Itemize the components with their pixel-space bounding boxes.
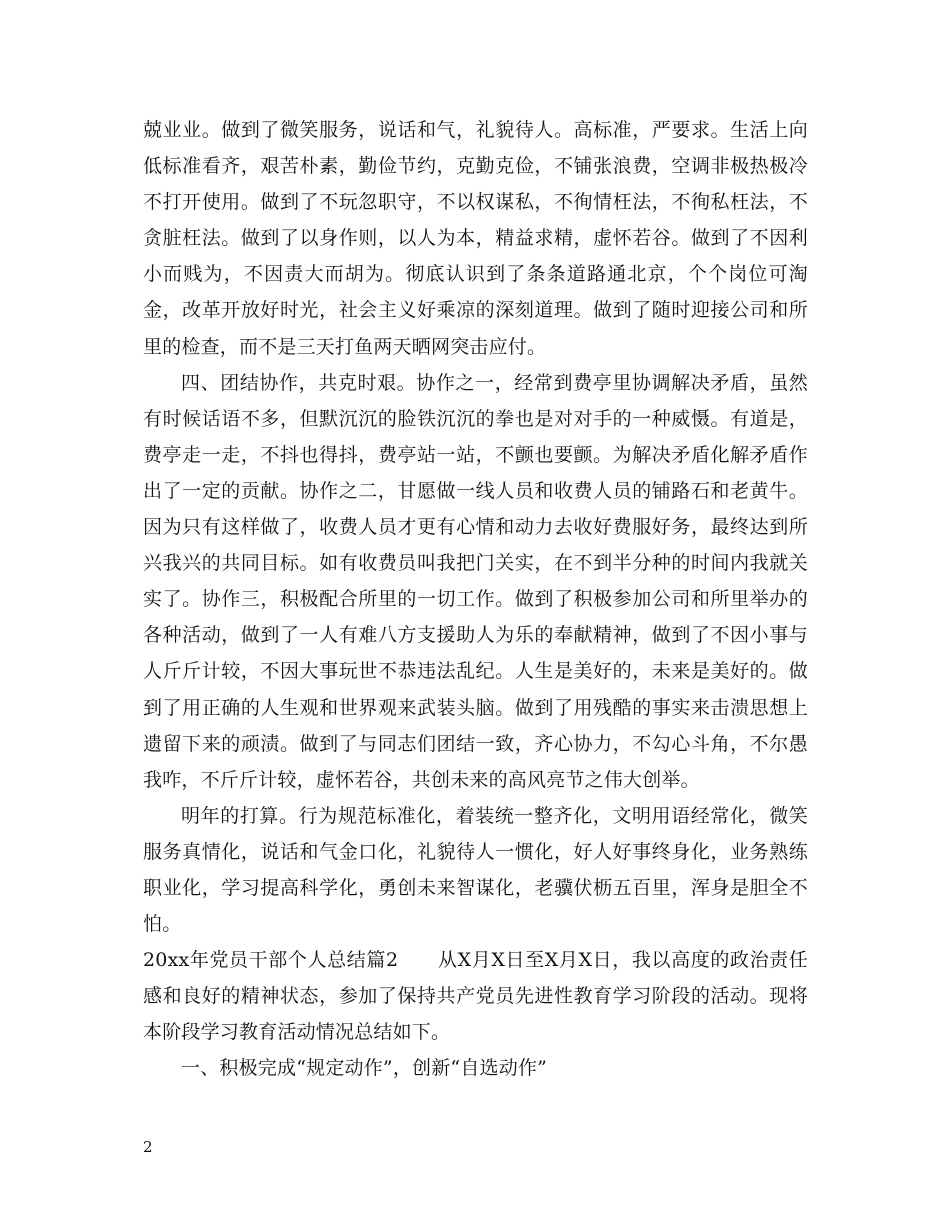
paragraph-continuation: 兢业业。做到了微笑服务，说话和气，礼貌待人。高标准，严要求。生活上向低标准看齐，艰苦朴素，勤俭节约，克勤克俭，不铺张浪费，空调非极热极冷不打开使用。做到了不玩忽职守，不以权谋私，不徇情枉法，不徇私枉法，不贪脏枉法。做到了以身作则，以人为本，精益求精，虚怀若谷。做到了不因利小而贱为，不因责大而胡为。彻底认识到了条条道路通北京，个个岗位可淘金，改革开放好时光，社会主义好乘凉的深刻道理。做到了随时迎接公司和所里的检查，而不是三天打鱼两天晒网突击应付。: [143, 119, 808, 358]
paragraph-section-four-teamwork: 四、团结协作，共克时艰。协作之一，经常到费亭里协调解决矛盾，虽然有时候话语不多，但默沉沉的脸铁沉沉的拳也是对对手的一种威慑。有道是，费亭走一走，不抖也得抖，费亭站一站，不颤也要颤。为解决矛盾化解矛盾作出了一定的贡献。协作之二，甘愿做一线人员和收费人员的铺路石和老黄牛。因为只有这样做了，收费人员才更有心情和动力去收好费服好务，最终达到所兴我兴的共同目标。如有收费员叫我把门关实，在不到半分种的时间内我就关实了。协作三，积极配合所里的一切工作。做到了积极参加公司和所里举办的各种活动，做到了一人有难八方支援助人为乐的奉献精神，做到了不因小事与人斤斤计较，不因大事玩世不恭违法乱纪。人生是美好的，未来是美好的。做到了用正确的人生观和世界观来武装头脑。做到了用残酷的事实来击溃思想上遗留下来的顽渍。做到了与同志们团结一致，齐心协力，不勾心斗角，不尔愚我咋，不斤斤计较，虚怀若谷，共创未来的高风亮节之伟大创举。: [143, 371, 808, 791]
paragraph-next-year-plan: 明年的打算。行为规范标准化，着装统一整齐化，文明用语经常化，微笑服务真情化，说话和气金口化，礼貌待人一惯化，好人好事终身化，业务熟练职业化，学习提高科学化，勇创未来智谋化，老骥伏枥五百里，浑身是胆全不怕。: [143, 804, 808, 936]
page-number: 2: [143, 1138, 153, 1156]
paragraph-section-one-heading: 一、积极完成“规定动作”，创新“自选动作”: [181, 1057, 548, 1080]
paragraph-summary-part-two: 20xx年党员干部个人总结篇2 从X月X日至X月X日，我以高度的政治责任感和良好的精神状态，参加了保持共产党员先进性教育学习阶段的活动。现将本阶段学习教育活动情况总结如下。: [143, 949, 808, 1044]
document-body: [143, 112, 808, 1087]
